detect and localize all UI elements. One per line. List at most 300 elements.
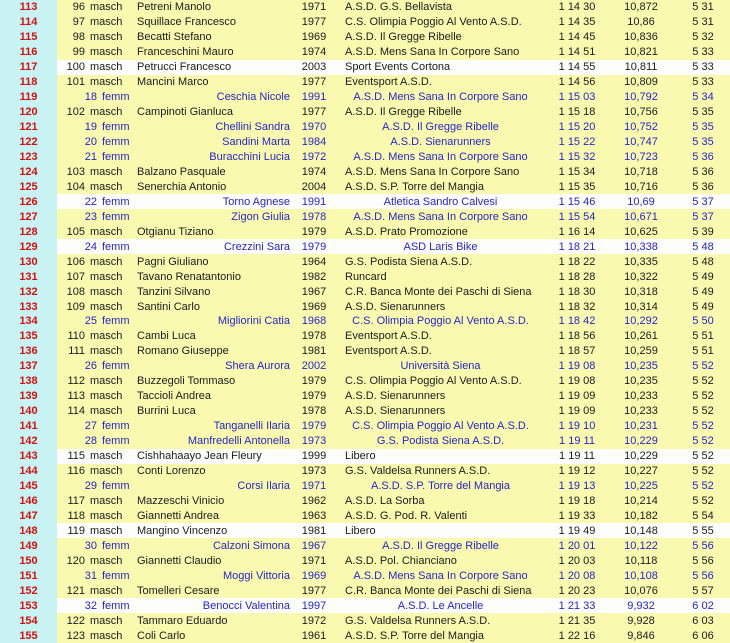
overall-position-cell: 126 [0,194,57,209]
athlete-name-cell: Coli Carlo [137,629,186,642]
points-cell: 10,86 [627,16,655,29]
pace-cell: 5 35 [692,121,714,134]
points-cell: 10,118 [624,554,658,567]
category-rank: 96 [72,1,85,14]
gender-label: masch [90,61,123,74]
athlete-name-cell: Otgianu Tiziano [137,225,214,238]
table-row [0,209,730,224]
team-cell: A.S.D. Il Gregge Ribelle [382,539,499,552]
category-position-cell [57,286,135,298]
points-cell: 10,752 [624,121,658,134]
table-row [0,553,730,568]
table-row [0,150,730,165]
birth-year-cell: 1971 [301,554,327,567]
gender-label: masch [90,330,123,343]
table-row [0,479,730,494]
overall-position-cell: 121 [0,120,57,135]
team-cell: G.S. Podista Siena A.S.D. [376,435,505,448]
team-cell: A.S.D. Il Gregge Ribelle [345,106,462,119]
team-cell: Sport Events Cortona [345,61,451,74]
table-row [0,0,730,15]
category-position-cell [57,76,135,88]
category-rank: 101 [66,76,85,89]
team-cell: ASD Laris Bike [403,240,478,253]
birth-year-cell: 1969 [301,300,327,313]
category-rank: 109 [66,300,85,313]
pace-cell: 5 36 [692,165,714,178]
table-row [0,389,730,404]
category-position-cell [57,166,135,178]
finish-time-cell: 1 19 18 [558,494,596,507]
birth-year-cell: 1972 [301,151,327,163]
gender-label: femm [102,151,130,163]
finish-time-cell: 1 19 49 [558,524,596,537]
birth-year-cell: 1997 [301,599,327,612]
overall-position-cell: 134 [0,314,57,329]
finish-time-cell: 1 15 20 [558,121,596,134]
table-row [0,135,730,150]
pace-cell: 5 56 [692,539,714,552]
overall-position-cell: 128 [0,224,57,239]
gender-label: femm [102,479,130,492]
athlete-name-cell: Tavano Renatantonio [137,270,241,283]
birth-year-cell: 2003 [301,61,327,74]
category-rank: 98 [72,31,85,44]
points-cell: 9,928 [627,614,655,627]
finish-time-cell: 1 15 03 [558,91,596,104]
team-cell: A.S.D. Il Gregge Ribelle [345,31,462,44]
table-row [0,583,730,598]
gender-label: masch [90,16,123,29]
pace-cell: 5 52 [692,390,714,403]
team-cell: C.S. Olimpia Poggio Al Vento A.S.D. [345,16,522,29]
overall-position-cell: 152 [0,583,57,598]
finish-time-cell: 1 21 35 [558,614,596,627]
category-position-cell [57,211,135,223]
category-position-cell [57,555,135,567]
gender-label: masch [90,494,123,507]
category-position-cell [57,121,135,133]
team-cell: A.S.D. Sienarunners [345,300,446,313]
gender-label: masch [90,31,123,44]
category-position-cell [57,480,135,492]
pace-cell: 5 31 [692,16,714,29]
pace-cell: 5 32 [692,31,714,44]
category-rank: 114 [67,405,85,418]
category-position-cell [57,61,135,73]
athlete-name-cell: Tammaro Eduardo [137,614,228,627]
points-cell: 10,229 [624,435,658,448]
team-cell: Eventsport A.S.D. [345,76,432,89]
points-cell: 10,225 [624,479,658,492]
finish-time-cell: 1 15 32 [558,151,596,163]
table-row [0,30,730,45]
pace-cell: 5 31 [692,1,714,14]
gender-label: masch [90,629,123,642]
points-cell: 10,235 [624,375,658,388]
birth-year-cell: 1981 [301,345,327,358]
athlete-name-cell: Ceschia Nicole [216,91,290,104]
birth-year-cell: 1967 [301,539,327,552]
athlete-name-cell: Migliorini Catia [217,315,290,328]
athlete-name-cell: Buracchini Lucia [209,151,290,163]
athlete-name-cell: Taccioli Andrea [137,390,211,403]
finish-time-cell: 1 15 18 [558,106,596,119]
finish-time-cell: 1 20 23 [558,584,596,597]
pace-cell: 5 52 [692,420,714,433]
athlete-name-cell: Burrini Luca [137,405,196,418]
points-cell: 10,076 [624,584,658,597]
category-rank: 19 [84,121,97,134]
overall-position-cell: 141 [0,419,57,434]
team-cell: C.S. Olimpia Poggio Al Vento A.S.D. [352,315,529,328]
category-position-cell [57,600,135,612]
points-cell: 10,148 [624,524,658,537]
team-cell: C.S. Olimpia Poggio Al Vento A.S.D. [352,420,529,433]
category-position-cell [57,31,135,43]
finish-time-cell: 1 22 16 [558,629,596,642]
pace-cell: 5 48 [692,240,714,253]
gender-label: femm [102,240,130,253]
points-cell: 10,122 [624,539,658,552]
overall-position-cell: 133 [0,299,57,314]
gender-label: masch [90,106,123,119]
table-row [0,105,730,120]
gender-label: masch [90,225,123,238]
overall-position-cell: 115 [0,30,57,45]
table-row [0,464,730,479]
pace-cell: 5 48 [692,255,714,268]
category-rank: 112 [67,375,85,388]
birth-year-cell: 1973 [301,465,327,478]
athlete-name-cell: Petrucci Francesco [137,61,232,74]
table-row [0,344,730,359]
overall-position-cell: 119 [0,90,57,105]
category-position-cell [57,151,135,163]
category-rank: 103 [66,165,85,178]
team-cell: A.S.D. G.S. Bellavista [345,1,452,14]
points-cell: 10,229 [624,450,658,463]
category-position-cell [57,271,135,283]
points-cell: 10,723 [624,151,658,163]
team-cell: G.S. Valdelsa Runners A.S.D. [345,614,491,627]
pace-cell: 5 54 [692,509,714,522]
finish-time-cell: 1 18 56 [558,330,596,343]
athlete-name-cell: Tanzini Silvano [137,285,211,298]
pace-cell: 5 33 [692,61,714,74]
category-rank: 97 [72,16,85,29]
category-rank: 32 [84,599,97,612]
finish-time-cell: 1 19 11 [559,435,595,448]
birth-year-cell: 2002 [301,360,327,373]
category-position-cell [57,495,135,507]
table-row [0,120,730,135]
table-row [0,329,730,344]
table-row [0,239,730,254]
finish-time-cell: 1 20 03 [558,554,596,567]
category-rank: 106 [66,255,85,268]
points-cell: 10,314 [624,300,658,313]
table-row [0,359,730,374]
finish-time-cell: 1 18 30 [558,285,596,298]
birth-year-cell: 1999 [301,450,327,463]
pace-cell: 5 37 [692,195,714,208]
category-position-cell [57,615,135,627]
category-rank: 120 [66,554,85,567]
table-row [0,224,730,239]
birth-year-cell: 1963 [301,509,327,522]
athlete-name-cell: Becatti Stefano [137,31,212,44]
category-rank: 118 [67,509,85,522]
pace-cell: 5 34 [692,91,714,104]
points-cell: 9,932 [627,599,655,612]
birth-year-cell: 1977 [301,106,327,119]
gender-label: masch [90,300,123,313]
gender-label: masch [90,270,123,283]
birth-year-cell: 2004 [301,180,327,193]
team-cell: A.S.D. Il Gregge Ribelle [382,121,499,134]
team-cell: C.R. Banca Monte dei Paschi di Siena [345,285,532,298]
gender-label: femm [102,136,130,149]
finish-time-cell: 1 18 21 [558,240,596,253]
birth-year-cell: 1981 [301,524,327,537]
pace-cell: 5 37 [692,210,714,223]
category-position-cell [57,405,135,417]
finish-time-cell: 1 14 35 [558,16,596,29]
category-rank: 100 [66,61,85,74]
overall-position-cell: 151 [0,568,57,583]
overall-position-cell: 125 [0,179,57,194]
overall-position-cell: 131 [0,269,57,284]
overall-position-cell: 153 [0,598,57,613]
athlete-name-cell: Chellini Sandra [215,121,290,134]
birth-year-cell: 1978 [301,330,327,343]
table-row [0,314,730,329]
table-row [0,613,730,628]
category-rank: 29 [84,479,97,492]
points-cell: 10,809 [624,76,658,89]
overall-position-cell: 124 [0,164,57,179]
overall-position-cell: 114 [0,15,57,30]
birth-year-cell: 1961 [301,629,327,642]
category-rank: 21 [84,151,97,163]
pace-cell: 5 35 [692,136,714,149]
overall-position-cell: 140 [0,404,57,419]
category-position-cell [57,181,135,193]
overall-position-cell: 155 [0,628,57,643]
overall-position-cell: 154 [0,613,57,628]
team-cell: A.S.D. Sienarunners [390,136,491,149]
gender-label: femm [102,315,130,328]
points-cell: 10,227 [624,465,658,478]
overall-position-cell: 144 [0,464,57,479]
gender-label: masch [90,509,123,522]
birth-year-cell: 1978 [301,405,327,418]
table-row [0,45,730,60]
athlete-name-cell: Romano Giuseppe [137,345,229,358]
points-cell: 10,108 [624,569,658,582]
category-position-cell [57,315,135,327]
team-cell: Runcard [345,270,387,283]
overall-position-cell: 117 [0,60,57,75]
gender-label: masch [90,554,123,567]
points-cell: 10,322 [624,270,658,283]
birth-year-cell: 1979 [301,420,327,433]
pace-cell: 5 52 [692,405,714,418]
overall-position-cell: 132 [0,284,57,299]
category-position-cell [57,435,135,447]
athlete-name-cell: Benocci Valentina [202,599,290,612]
category-position-cell [57,420,135,432]
athlete-name-cell: Buzzegoli Tommaso [137,375,236,388]
category-rank: 20 [84,136,97,149]
category-rank: 111 [68,345,85,358]
finish-time-cell: 1 15 34 [558,165,596,178]
team-cell: A.S.D. Prato Promozione [345,225,468,238]
athlete-name-cell: Calzoni Simona [212,539,290,552]
category-position-cell [57,390,135,402]
gender-label: femm [102,599,130,612]
pace-cell: 5 50 [692,315,714,328]
athlete-name-cell: Giannetti Andrea [137,509,219,522]
category-position-cell [57,1,135,13]
team-cell: A.S.D. Le Ancelle [397,599,484,612]
team-cell: A.S.D. Mens Sana In Corpore Sano [345,46,520,59]
points-cell: 10,214 [624,494,658,507]
birth-year-cell: 1984 [301,136,327,149]
category-rank: 30 [84,539,97,552]
category-position-cell [57,630,135,642]
points-cell: 10,182 [624,509,658,522]
birth-year-cell: 1971 [301,479,327,492]
gender-label: femm [102,195,130,208]
finish-time-cell: 1 19 12 [558,465,596,478]
points-cell: 10,292 [624,315,658,328]
table-row [0,284,730,299]
category-position-cell [57,196,135,208]
category-rank: 27 [84,420,97,433]
table-row [0,374,730,389]
gender-label: masch [90,165,123,178]
table-row [0,404,730,419]
finish-time-cell: 1 19 33 [558,509,596,522]
gender-label: masch [90,1,123,14]
birth-year-cell: 1982 [301,270,327,283]
overall-position-cell: 129 [0,239,57,254]
points-cell: 9,846 [627,629,655,642]
table-row [0,15,730,30]
birth-year-cell: 1971 [301,1,327,14]
athlete-name-cell: Shera Aurora [225,360,290,373]
athlete-name-cell: Crezzini Sara [223,240,290,253]
athlete-name-cell: Campinoti Gianluca [137,106,233,119]
finish-time-cell: 1 18 42 [558,315,596,328]
birth-year-cell: 1991 [301,195,327,208]
birth-year-cell: 1974 [301,46,327,59]
pace-cell: 5 56 [692,554,714,567]
athlete-name-cell: Santini Carlo [137,300,200,313]
points-cell: 10,811 [624,61,658,74]
overall-position-cell: 138 [0,374,57,389]
table-row [0,269,730,284]
gender-label: masch [90,450,123,463]
gender-label: masch [90,614,123,627]
table-row [0,628,730,643]
finish-time-cell: 1 19 08 [558,360,596,373]
overall-position-cell: 116 [0,45,57,60]
category-position-cell [57,106,135,118]
overall-position-cell: 122 [0,135,57,150]
overall-position-cell: 146 [0,493,57,508]
finish-time-cell: 1 15 46 [558,195,596,208]
table-row [0,538,730,553]
pace-cell: 5 49 [692,270,714,283]
gender-label: femm [102,420,130,433]
birth-year-cell: 1991 [301,91,327,104]
overall-position-cell: 113 [0,0,57,15]
athlete-name-cell: Torno Agnese [222,195,290,208]
athlete-name-cell: Manfredelli Antonella [187,435,290,448]
category-position-cell [57,256,135,268]
pace-cell: 5 49 [692,300,714,313]
points-cell: 10,716 [624,180,658,193]
gender-label: masch [90,285,123,298]
table-row [0,299,730,314]
points-cell: 10,233 [624,390,658,403]
table-row [0,60,730,75]
overall-position-cell: 130 [0,254,57,269]
table-row [0,493,730,508]
table-row [0,90,730,105]
points-cell: 10,872 [624,1,658,14]
category-rank: 24 [84,240,97,253]
athlete-name-cell: Conti Lorenzo [137,465,206,478]
pace-cell: 5 52 [692,465,714,478]
pace-cell: 5 35 [692,106,714,119]
gender-label: femm [102,539,130,552]
category-rank: 107 [66,270,85,283]
overall-position-cell: 143 [0,449,57,464]
team-cell: A.S.D. Mens Sana In Corpore Sano [353,569,528,582]
overall-position-cell: 145 [0,479,57,494]
team-cell: Eventsport A.S.D. [345,345,432,358]
category-position-cell [57,345,135,357]
finish-time-cell: 1 19 13 [558,479,596,492]
athlete-name-cell: Mazzeschi Vinicio [137,494,225,507]
overall-position-cell: 118 [0,75,57,90]
athlete-name-cell: Balzano Pasquale [137,165,226,178]
finish-time-cell: 1 15 54 [558,210,596,223]
athlete-name-cell: Cambi Luca [137,330,196,343]
team-cell: C.R. Banca Monte dei Paschi di Siena [345,584,532,597]
birth-year-cell: 1964 [301,255,327,268]
table-row [0,508,730,523]
table-row [0,449,730,464]
category-rank: 121 [66,584,85,597]
overall-position-cell: 120 [0,105,57,120]
pace-cell: 5 52 [692,375,714,388]
pace-cell: 6 06 [692,629,714,642]
points-cell: 10,792 [624,91,658,104]
category-position-cell [57,91,135,103]
category-rank: 113 [67,390,85,403]
gender-label: femm [102,91,130,104]
overall-position-cell: 127 [0,209,57,224]
athlete-name-cell: Mangino Vincenzo [137,524,228,537]
team-cell: Eventsport A.S.D. [345,330,432,343]
birth-year-cell: 1977 [301,16,327,29]
team-cell: Atletica Sandro Calvesi [383,195,498,208]
